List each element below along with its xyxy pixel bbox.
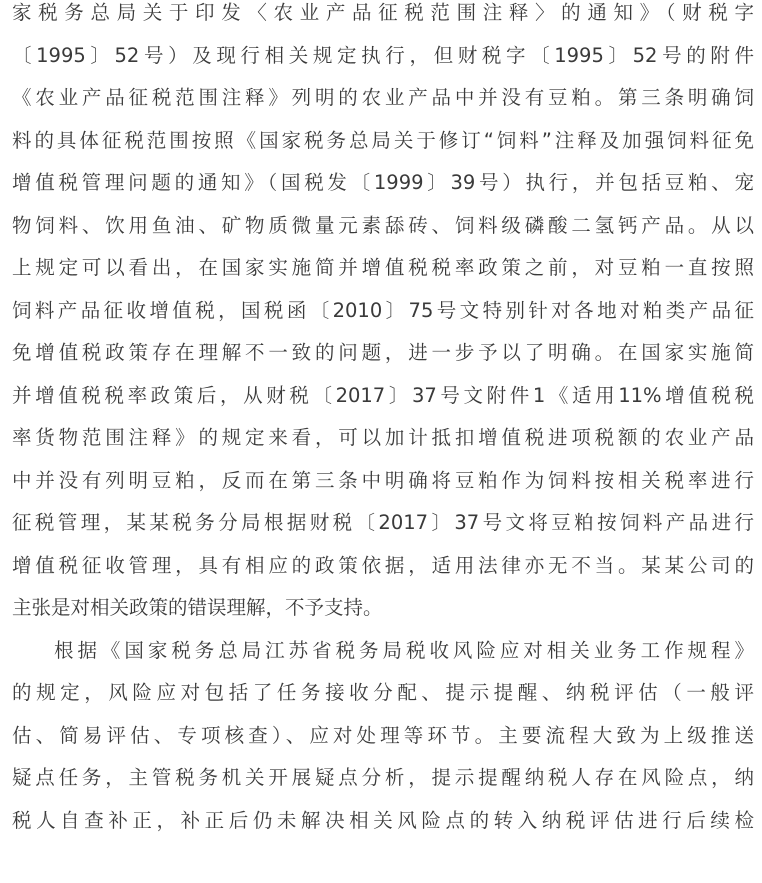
text-line: 中并没有列明豆粕，反而在第三条中明确将豆粕作为饲料按相关税率进行 bbox=[12, 468, 754, 492]
text-line: 估、简易评估、专项核查）、应对处理等环节。主要流程大致为上级推送 bbox=[12, 723, 754, 747]
paragraph-risk-response bbox=[12, 630, 754, 843]
text-line: 并增值税税率政策后，从财税〔2017〕37号文附件1《适用11%增值税税 bbox=[12, 383, 754, 407]
text-line: 上规定可以看出，在国家实施简并增值税税率政策之前，对豆粕一直按照 bbox=[12, 256, 754, 279]
text-line: 征税管理，某某税务分局根据财税〔2017〕37号文将豆粕按饲料产品进行 bbox=[12, 511, 754, 534]
text-line: 税人自查补正，补正后仍未解决相关风险点的转入纳税评估进行后续检 bbox=[12, 808, 754, 832]
paragraph-tax-classification bbox=[12, 0, 754, 630]
text-line: 《农业产品征税范围注释》列明的农业产品中并没有豆粕。第三条明确饲 bbox=[12, 86, 754, 109]
text-line: 增值税征收管理，具有相应的政策依据，适用法律亦无不当。某某公司的 bbox=[12, 553, 754, 577]
text-line: 根据《国家税务总局江苏省税务局税收风险应对相关业务工作规程》 bbox=[54, 638, 754, 662]
text-line: 物饲料、饮用鱼油、矿物质微量元素舔砖、饲料级磷酸二氢钙产品。从以 bbox=[12, 213, 754, 237]
text-line: 免增值税政策存在理解不一致的问题，进一步予以了明确。在国家实施简 bbox=[12, 341, 754, 364]
text-line: 主张是对相关政策的错误理解，不予支持。 bbox=[12, 596, 383, 619]
text-line: 的规定，风险应对包括了任务接收分配、提示提醒、纳税评估（一般评 bbox=[12, 681, 754, 704]
text-line: 疑点任务，主管税务机关开展疑点分析，提示提醒纳税人存在风险点，纳 bbox=[12, 766, 754, 789]
text-line: 率货物范围注释》的规定来看，可以加计抵扣增值税进项税额的农业产品 bbox=[12, 426, 754, 449]
text-line: 料的具体征税范围按照《国家税务总局关于修订“饲料”注释及加强饲料征免 bbox=[12, 128, 754, 152]
text-line: 〔1995〕52号）及现行相关规定执行，但财税字〔1995〕52号的附件 bbox=[12, 43, 754, 67]
text-line: 饲料产品征收增值税，国税函〔2010〕75号文特别针对各地对粕类产品征 bbox=[12, 298, 754, 322]
text-line: 增值税管理问题的通知》（国税发〔1999〕39号）执行，并包括豆粕、宠 bbox=[12, 171, 754, 194]
text-line: 家税务总局关于印发〈农业产品征税范围注释〉的通知》（财税字 bbox=[12, 1, 754, 24]
